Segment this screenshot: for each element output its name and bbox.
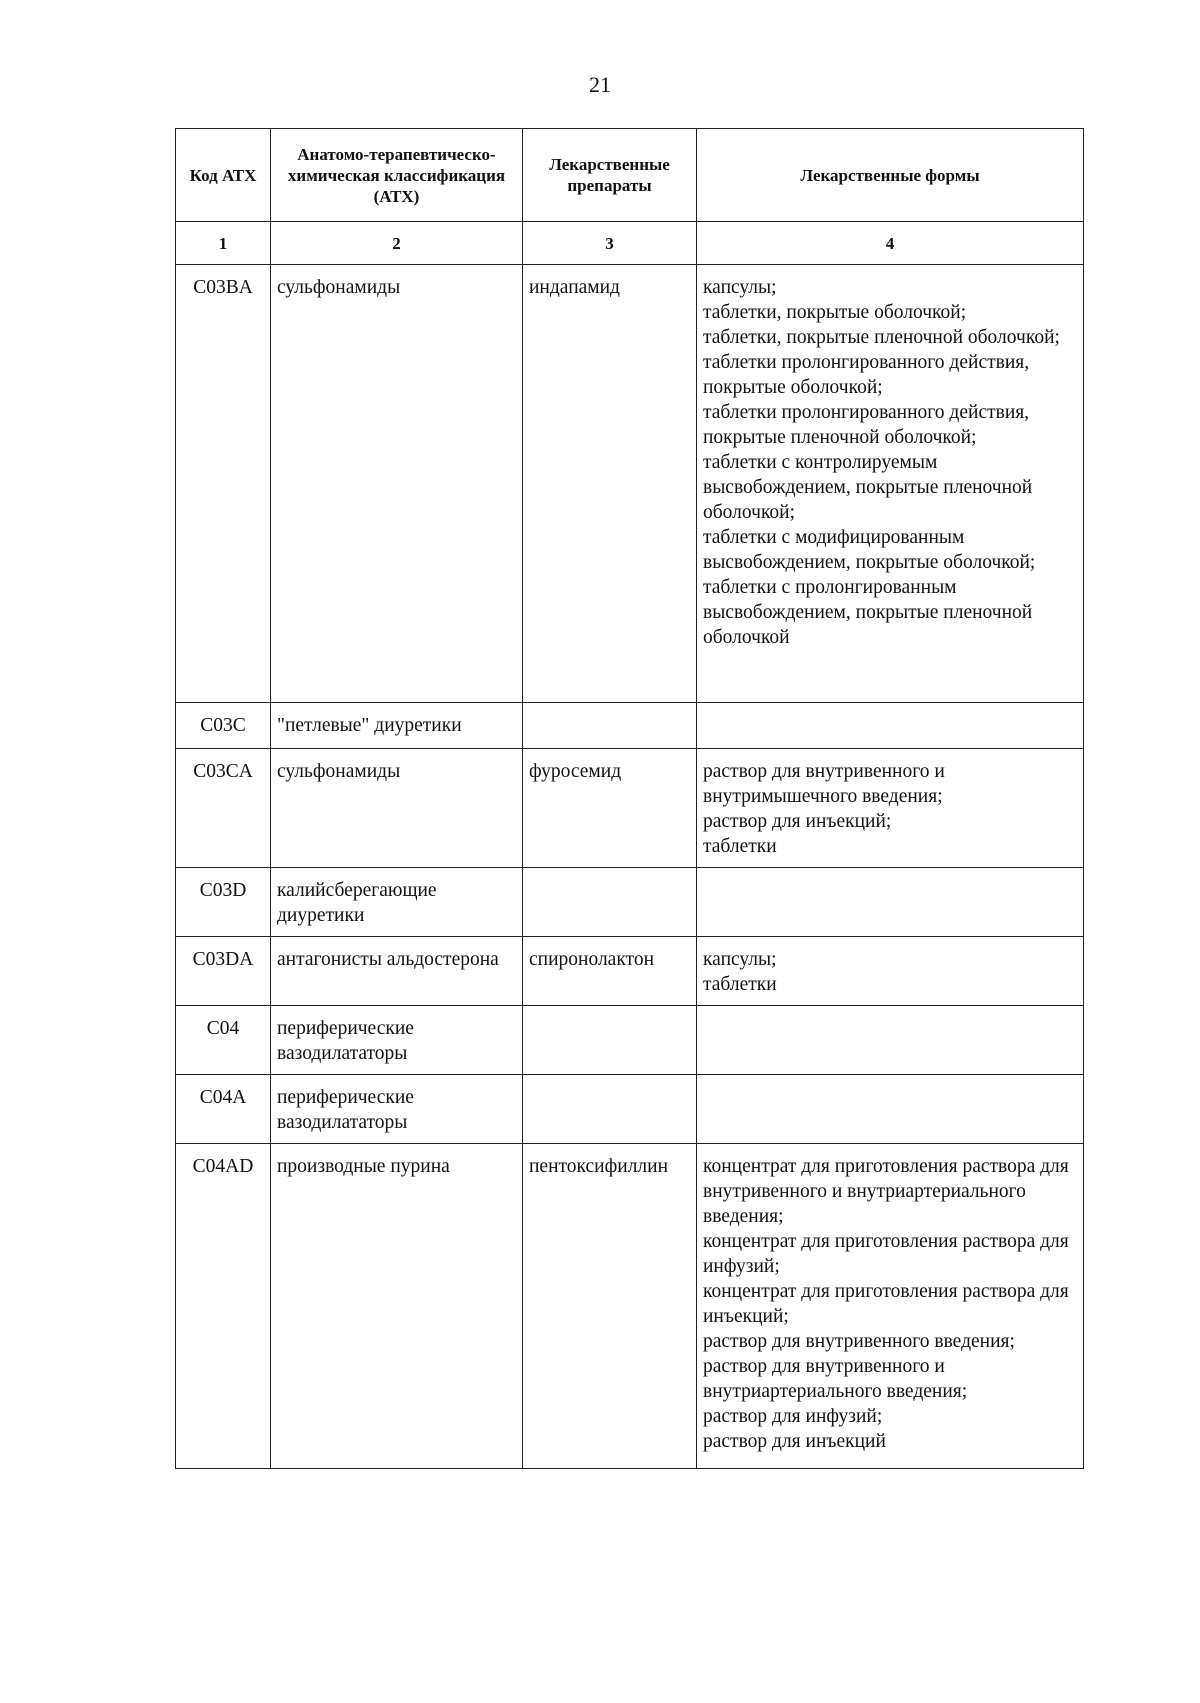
drug-cell: пентоксифиллин [523,1144,697,1469]
dosage-forms-cell [697,265,1084,703]
column-number: 4 [697,222,1084,265]
table-row [176,868,1084,937]
dosage-form-item: таблетки с контролируемым высвобождением, покрытые пленочной оболочкой; [703,452,1033,523]
dosage-forms-cell [697,749,1084,868]
drug-cell: фуросемид [523,749,697,868]
atx-code-cell: C04AD [176,1144,271,1469]
dosage-form-item: таблетки пролонгированного действия, покрытые оболочкой; [703,352,1030,398]
column-number: 2 [271,222,523,265]
classification-cell: периферические вазодилататоры [271,1006,523,1075]
classification-cell: сульфонамиды [271,265,523,703]
table-row [176,703,1084,749]
dosage-form-item: таблетки, покрытые оболочкой; [703,302,967,323]
drug-cell: индапамид [523,265,697,703]
dosage-form-item: таблетки, покрытые пленочной оболочкой; [703,327,1060,348]
classification-cell: калийсберегающие диуретики [271,868,523,937]
table-row [176,749,1084,868]
header-row [176,129,1084,222]
header-dosage-forms: Лекарственные формы [697,129,1084,222]
page-number: 21 [589,72,611,97]
dosage-form-item: таблетки с модифицированным высвобождением, покрытые оболочкой; [703,527,1036,573]
dosage-form-item: раствор для инфузий; [703,1406,883,1427]
atx-code-cell: C04A [176,1075,271,1144]
header-drugs: Лекарственные препараты [523,129,697,222]
table-row [176,265,1084,703]
dosage-form-item: таблетки [703,974,777,995]
classification-cell: производные пурина [271,1144,523,1469]
table-body [176,265,1084,1469]
atx-table [175,128,1084,1469]
dosage-forms-cell [697,1006,1084,1075]
dosage-form-item: таблетки [703,836,777,857]
dosage-form-item: концентрат для приготовления раствора для внутривенного и внутриартериального введения; [703,1156,1069,1227]
classification-cell: сульфонамиды [271,749,523,868]
table-row [176,1144,1084,1469]
column-number: 3 [523,222,697,265]
dosage-form-item: раствор для внутривенного и внутримышечного введения; [703,761,945,807]
classification-cell: антагонисты альдостерона [271,937,523,1006]
dosage-form-item: таблетки пролонгированного действия, покрытые пленочной оболочкой; [703,402,1030,448]
atx-code-cell: C03BA [176,265,271,703]
dosage-forms-cell [697,868,1084,937]
header-atx-code: Код АТХ [176,129,271,222]
dosage-forms-cell [697,703,1084,749]
classification-cell: периферические вазодилататоры [271,1075,523,1144]
drug-cell [523,703,697,749]
drug-cell [523,1075,697,1144]
atx-code-cell: C03D [176,868,271,937]
column-number: 1 [176,222,271,265]
drug-cell [523,1006,697,1075]
drug-cell [523,868,697,937]
dosage-form-item: концентрат для приготовления раствора для инъекций; [703,1281,1069,1327]
dosage-form-item: раствор для внутривенного введения; [703,1331,1015,1352]
dosage-forms-cell [697,937,1084,1006]
dosage-form-item: капсулы; [703,949,777,970]
dosage-form-item: раствор для внутривенного и внутриартериального введения; [703,1356,968,1402]
dosage-form-item: раствор для инъекций; [703,811,892,832]
column-number-row [176,222,1084,265]
dosage-form-item: раствор для инъекций [703,1431,886,1452]
table-row [176,1075,1084,1144]
header-classification: Анатомо-терапевтическо-химическая классификация (АТХ) [271,129,523,222]
dosage-forms-cell [697,1144,1084,1469]
table-row [176,937,1084,1006]
classification-cell: "петлевые" диуретики [271,703,523,749]
atx-code-cell: C03CA [176,749,271,868]
table-row [176,1006,1084,1075]
atx-code-cell: C03DA [176,937,271,1006]
atx-code-cell: C04 [176,1006,271,1075]
atx-code-cell: C03C [176,703,271,749]
dosage-form-item: таблетки с пролонгированным высвобождением, покрытые пленочной оболочкой [703,577,1033,648]
dosage-form-item: капсулы; [703,277,777,298]
drug-cell: спиронолактон [523,937,697,1006]
dosage-forms-cell [697,1075,1084,1144]
dosage-form-item: концентрат для приготовления раствора для инфузий; [703,1231,1069,1277]
